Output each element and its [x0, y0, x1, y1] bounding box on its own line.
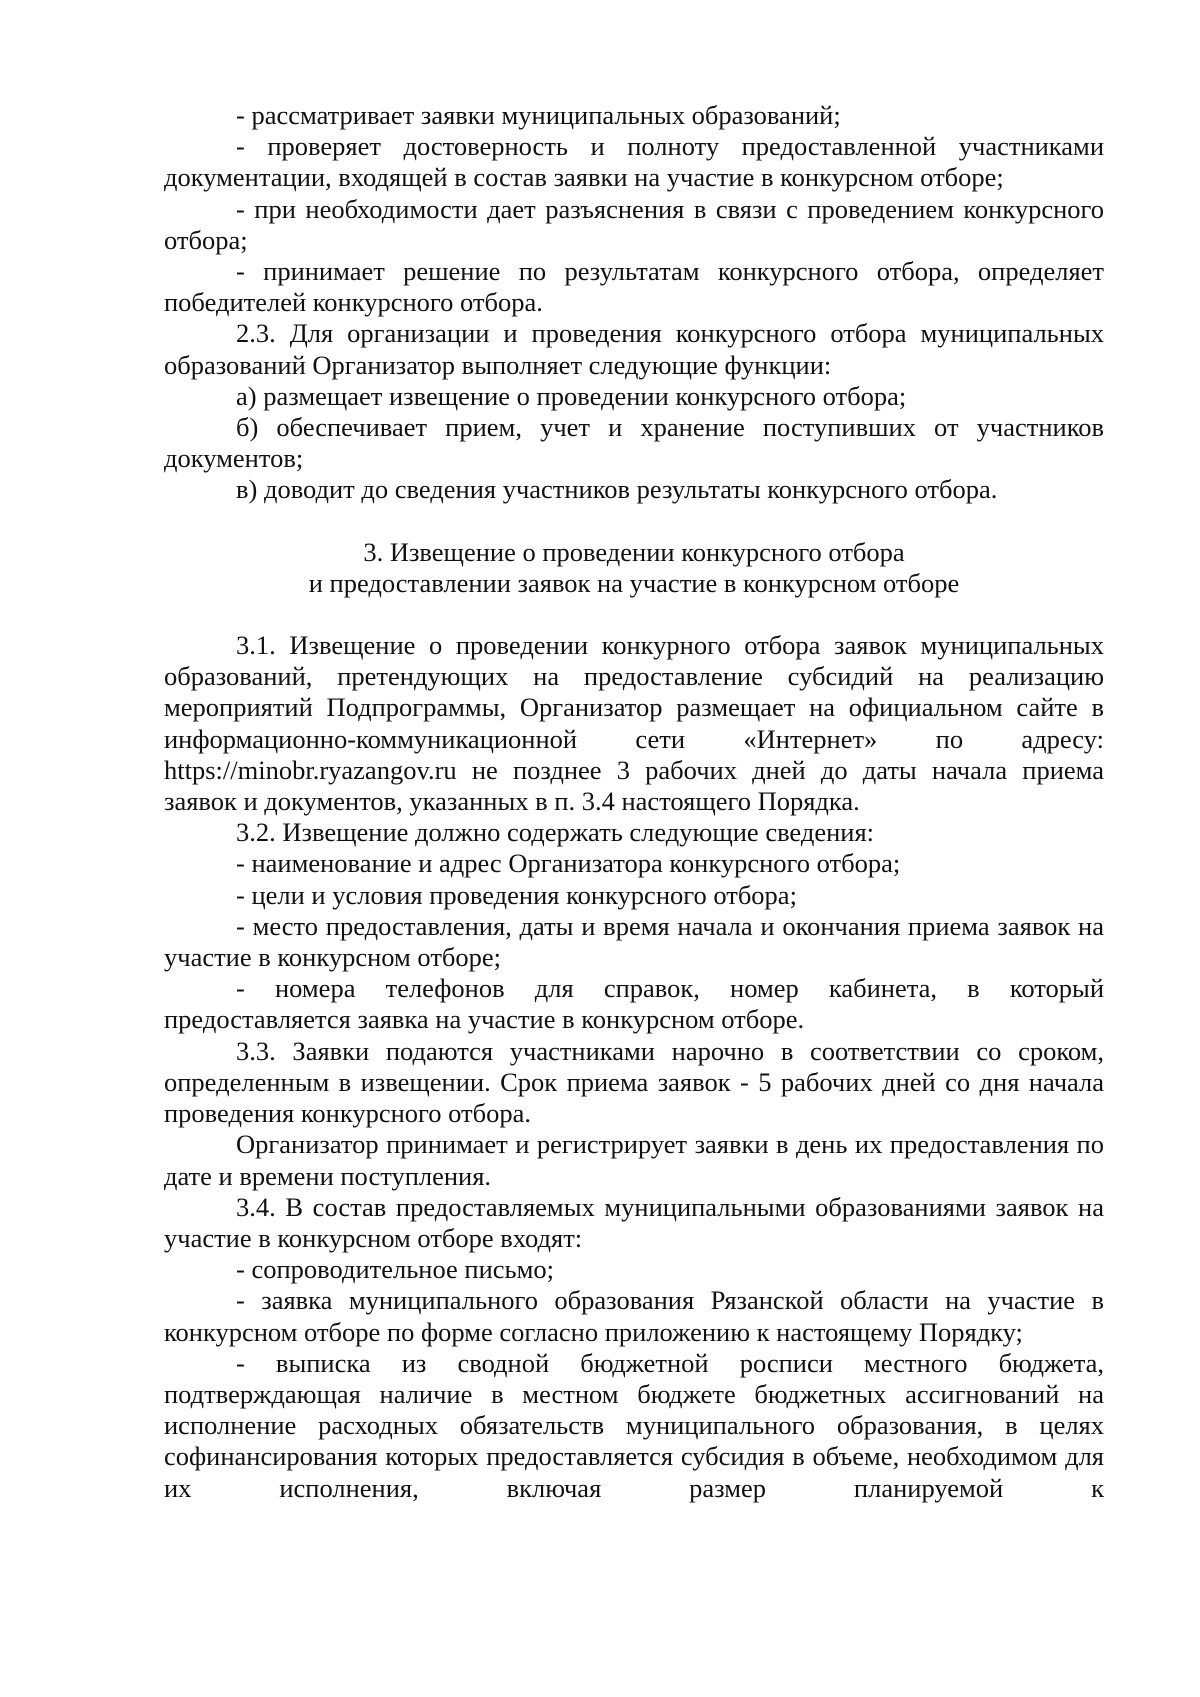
paragraph-3-1-notice: 3.1. Извещение о проведении конкурного отбора заявок муниципальных образований, претендующих на предоставление субсидий на реализацию мероприятий Подпрограммы, Организатор размещает на официальном сайте в информационно-коммуникационной сети «Интернет» по адресу: https://minobr.ryazangov.ru не позднее 3 рабочих дней до даты начала приема заявок и документов, указанных в п. 3.4 настоящего Порядка.: [164, 630, 1104, 817]
section-3-heading-line-2: и предоставлении заявок на участие в конкурсном отборе: [308, 567, 960, 598]
paragraph-explanations: - при необходимости дает разъяснения в связи с проведением конкурсного отбора;: [164, 193, 1104, 255]
paragraph-organizer-registers: Организатор принимает и регистрирует заявки в день их предоставления по дате и времени поступления.: [164, 1129, 1104, 1191]
paragraph-organizer-name-address: - наименование и адрес Организатора конкурсного отбора;: [236, 848, 901, 879]
paragraph-3-4-application-contents: 3.4. В состав предоставляемых муниципальными образованиями заявок на участие в конкурсном отборе входят:: [164, 1191, 1104, 1253]
paragraph-function-a: а) размещает извещение о проведении конкурсного отбора;: [236, 380, 907, 411]
paragraph-phone-numbers: - номера телефонов для справок, номер кабинета, в который предоставляется заявка на участие в конкурсном отборе.: [164, 973, 1104, 1035]
paragraph-application-form: - заявка муниципального образования Рязанской области на участие в конкурсном отборе по форме согласно приложению к настоящему Порядку;: [164, 1285, 1104, 1347]
spacer: [164, 506, 1104, 537]
paragraph-cover-letter: - сопроводительное письмо;: [236, 1254, 555, 1285]
paragraph-function-c: в) доводит до сведения участников результаты конкурсного отбора.: [236, 474, 998, 505]
document-body: [164, 100, 1104, 1504]
paragraph-verify-documentation: - проверяет достоверность и полноту предоставленной участниками документации, входящей в состав заявки на участие в конкурсном отборе;: [164, 131, 1104, 193]
paragraph-goals-conditions: - цели и условия проведения конкурсного отбора;: [236, 879, 797, 910]
spacer: [164, 599, 1104, 630]
paragraph-3-3-submission: 3.3. Заявки подаются участниками нарочно в соответствии со сроком, определенным в извещении. Срок приема заявок - 5 рабочих дней со дня начала проведения конкурсного отбора.: [164, 1035, 1104, 1129]
paragraph-2-3-functions: 2.3. Для организации и проведения конкурсного отбора муниципальных образований Организатор выполняет следующие функции:: [164, 318, 1104, 380]
paragraph-function-b: б) обеспечивает прием, учет и хранение поступивших от участников документов;: [164, 412, 1104, 474]
paragraph-decision: - принимает решение по результатам конкурсного отбора, определяет победителей конкурсного отбора.: [164, 256, 1104, 318]
section-3-heading-line-1: 3. Извещение о проведении конкурсного отбора: [363, 536, 905, 567]
paragraph-3-2-notice-contents: 3.2. Извещение должно содержать следующие сведения:: [236, 817, 875, 848]
paragraph-budget-extract: - выписка из сводной бюджетной росписи местного бюджета, подтверждающая наличие в местном бюджете бюджетных ассигнований на исполнение расходных обязательств муниципального образования, в целях софинансирования которых предоставляется субсидия в объеме, необходимом для их исполнения, включая размер планируемой к: [164, 1347, 1104, 1503]
paragraph-review-applications: - рассматривает заявки муниципальных образований;: [236, 100, 841, 130]
paragraph-place-dates: - место предоставления, даты и время начала и окончания приема заявок на участие в конкурсном отборе;: [164, 910, 1104, 973]
